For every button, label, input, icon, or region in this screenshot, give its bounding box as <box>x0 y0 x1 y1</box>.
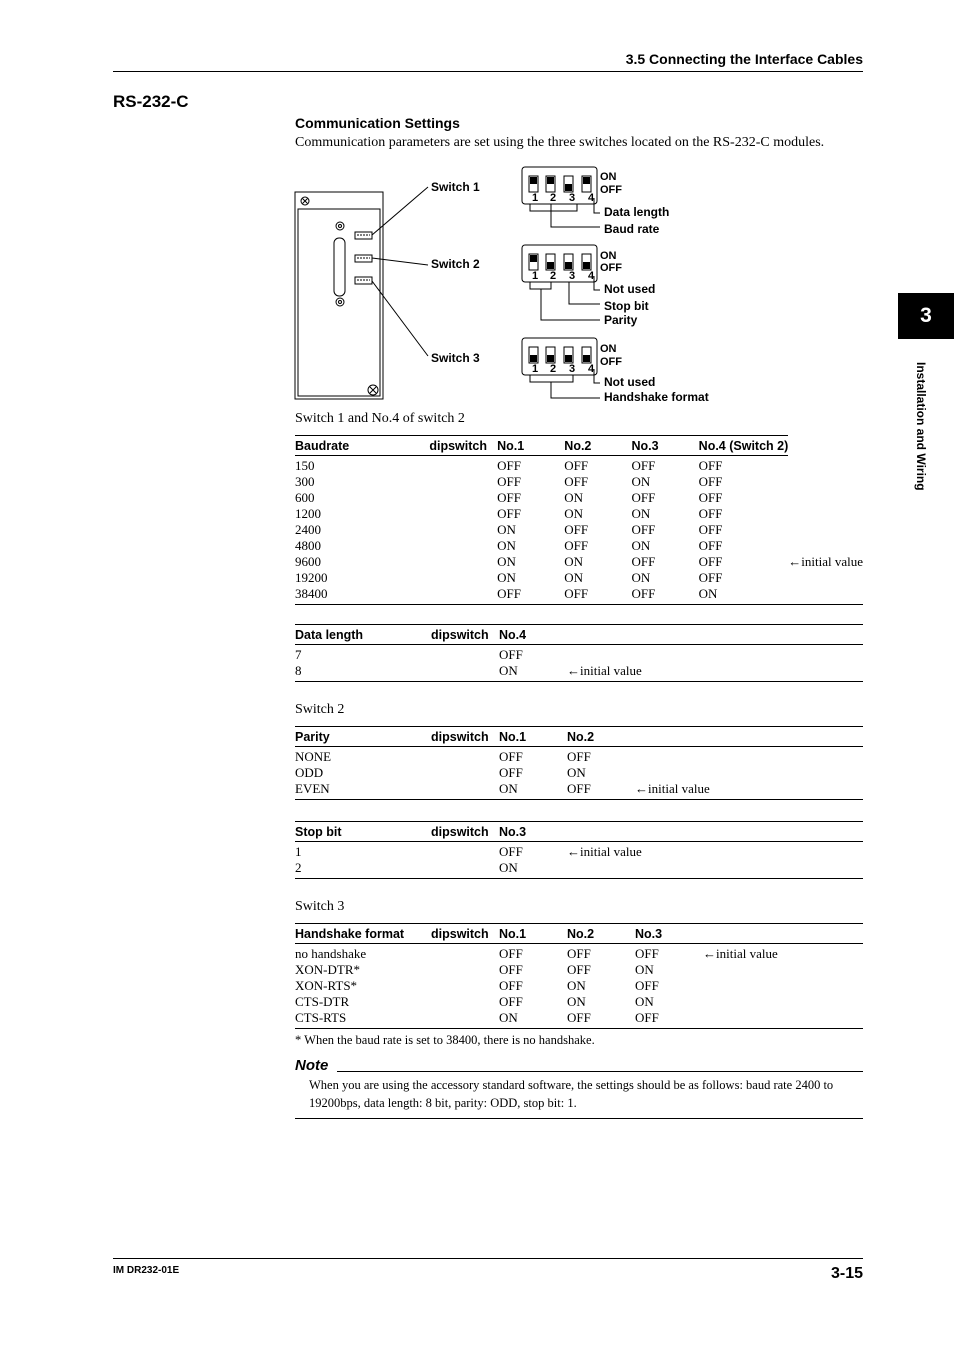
switch-number: 1 <box>532 270 539 282</box>
initial-value-note: ←initial value <box>788 554 863 569</box>
handshake-format-callout: Handshake format <box>604 390 709 404</box>
note-bottom-rule <box>295 1118 863 1119</box>
note-rule <box>337 1071 863 1072</box>
table-cell: ON <box>699 586 789 605</box>
initial-value-note <box>788 490 863 506</box>
table-cell <box>431 978 499 994</box>
initial-value-note <box>703 994 863 1010</box>
table-cell: ON <box>631 474 651 489</box>
table-cell <box>431 1010 499 1029</box>
table-header-row <box>295 625 863 645</box>
column-header: No.2 <box>567 924 635 944</box>
initial-value-note: ←initial value <box>635 781 863 800</box>
column-header: dipswitch <box>431 822 499 842</box>
table-cell: OFF <box>499 946 523 961</box>
stop-bit-callout: Stop bit <box>604 299 649 313</box>
on-label: ON <box>600 171 617 183</box>
parity-table <box>295 726 863 800</box>
column-header: Handshake format <box>295 924 431 944</box>
column-header: No.1 <box>497 436 564 456</box>
switch-number: 3 <box>569 363 576 375</box>
column-header: dipswitch <box>431 727 499 747</box>
table-row <box>295 944 863 963</box>
table-cell: OFF <box>631 490 656 505</box>
switch-number: 4 <box>588 270 595 282</box>
column-header: dipswitch <box>431 924 499 944</box>
table-cell: ON <box>564 554 584 569</box>
table-cell <box>431 994 499 1010</box>
table-cell: OFF <box>497 490 521 505</box>
table-cell: OFF <box>698 458 723 473</box>
initial-value-note <box>703 962 863 978</box>
table-row <box>295 978 863 994</box>
page-number: 3-15 <box>830 1265 863 1282</box>
table-cell: ON <box>499 860 567 879</box>
table-cell: ON <box>499 663 567 682</box>
table-cell <box>431 663 499 682</box>
switch-diagram <box>290 160 740 410</box>
table-cell: 600 <box>295 490 315 505</box>
column-header: No.3 <box>499 822 567 842</box>
table-cell: OFF <box>567 946 591 961</box>
column-header: No.4 <box>499 625 567 645</box>
table-cell: 8 <box>295 663 431 682</box>
table-cell <box>431 765 499 781</box>
table-header-row <box>295 924 863 944</box>
handshake-table <box>295 923 863 1029</box>
table-cell: OFF <box>499 978 523 993</box>
table-cell <box>429 570 497 586</box>
subsection-title: Communication Settings <box>295 115 460 131</box>
table-cell <box>429 474 497 490</box>
switch-number: 2 <box>550 270 557 282</box>
initial-value-note <box>703 1010 863 1029</box>
initial-value-note <box>567 645 863 664</box>
table-header-row <box>295 727 863 747</box>
table-row <box>295 994 863 1010</box>
table-cell: OFF <box>698 538 723 553</box>
stopbit-table <box>295 821 863 879</box>
on-label: ON <box>600 343 617 355</box>
table-cell: OFF <box>635 978 659 993</box>
table-row <box>295 1010 863 1029</box>
switch1-caption: Switch 1 and No.4 of switch 2 <box>295 411 465 426</box>
table-row <box>295 765 863 781</box>
table-cell: OFF <box>564 522 589 537</box>
initial-value-note: ←initial value <box>567 844 642 859</box>
column-header: No.1 <box>499 727 567 747</box>
column-header: No.3 <box>631 436 698 456</box>
table-cell: OFF <box>698 490 723 505</box>
intro-paragraph: Communication parameters are set using the three switches located on the RS-232-C modules. <box>295 135 825 150</box>
table-row <box>295 663 863 682</box>
table-row <box>295 962 863 978</box>
table-cell: OFF <box>497 506 521 521</box>
table-cell: ON <box>499 1010 567 1029</box>
switch-number: 3 <box>569 192 576 204</box>
table-cell: OFF <box>564 586 631 605</box>
switch-number: 4 <box>588 363 595 375</box>
table-cell: 9600 <box>295 554 321 569</box>
initial-value-note <box>788 474 863 490</box>
table-row <box>295 586 863 605</box>
footer-rule <box>113 1258 863 1259</box>
off-label: OFF <box>600 356 622 368</box>
table-cell: OFF <box>567 781 635 800</box>
table-cell <box>431 944 499 963</box>
column-header <box>567 822 863 842</box>
switch-2-label: Switch 2 <box>431 257 480 271</box>
table-row <box>295 570 863 586</box>
table-cell: OFF <box>564 538 589 553</box>
table-cell: OFF <box>698 570 723 585</box>
table-row <box>295 747 863 766</box>
data-length-callout: Data length <box>604 205 670 219</box>
table-cell <box>429 506 497 522</box>
switch2-caption: Switch 2 <box>295 702 345 717</box>
table-cell: ON <box>631 570 651 585</box>
table-row <box>295 522 863 538</box>
initial-value-note <box>788 538 863 554</box>
column-header: No.3 <box>635 924 703 944</box>
switch-number: 1 <box>532 363 539 375</box>
column-header <box>567 625 863 645</box>
table-cell: ON <box>497 570 516 585</box>
table-header-row <box>295 822 863 842</box>
initial-value-note: ←initial value <box>567 663 863 682</box>
datalength-table <box>295 624 863 682</box>
table-cell: OFF <box>631 586 698 605</box>
initial-value-note <box>567 860 863 879</box>
table-cell: ON <box>631 506 651 521</box>
parity-callout: Parity <box>604 313 638 327</box>
table-cell <box>431 781 499 800</box>
running-header: 3.5 Connecting the Interface Cables <box>625 51 863 67</box>
switch-number: 3 <box>569 270 576 282</box>
table-cell <box>429 490 497 506</box>
table-cell: XON-RTS* <box>295 978 358 993</box>
column-header: dipswitch <box>429 436 497 456</box>
table-cell: ON <box>631 538 651 553</box>
table-cell <box>431 747 499 766</box>
table-cell <box>431 842 499 861</box>
footnote: * When the baud rate is set to 38400, there is no handshake. <box>295 1033 595 1047</box>
table-cell: no handshake <box>295 946 367 961</box>
table-cell: EVEN <box>295 781 431 800</box>
switch-1-label: Switch 1 <box>431 180 480 194</box>
table-cell: OFF <box>497 586 564 605</box>
switch-number: 4 <box>588 192 595 204</box>
table-cell: OFF <box>499 765 523 780</box>
initial-value-note <box>788 586 863 605</box>
on-label: ON <box>600 250 617 262</box>
table-cell: OFF <box>698 506 723 521</box>
table-cell <box>429 554 497 570</box>
table-cell: 19200 <box>295 570 328 585</box>
table-cell <box>429 522 497 538</box>
not-used-callout: Not used <box>604 375 656 389</box>
section-title: RS-232-C <box>113 92 189 111</box>
table-row <box>295 490 863 506</box>
not-used-callout: Not used <box>604 282 656 296</box>
table-cell: ON <box>564 570 584 585</box>
table-cell <box>431 860 499 879</box>
table-cell: OFF <box>499 749 523 764</box>
table-cell: 1200 <box>295 506 321 521</box>
table-cell: OFF <box>698 522 723 537</box>
table-cell: OFF <box>499 962 523 977</box>
chapter-tab: 3 <box>898 293 954 339</box>
table-row <box>295 506 863 522</box>
table-cell: OFF <box>698 554 723 569</box>
table-cell: OFF <box>497 458 521 473</box>
off-label: OFF <box>600 262 622 274</box>
table-cell <box>429 586 497 605</box>
table-cell: OFF <box>631 554 656 569</box>
module-drawing <box>295 187 428 399</box>
column-header: No.2 <box>564 436 631 456</box>
table-cell: OFF <box>631 522 656 537</box>
off-label: OFF <box>600 184 622 196</box>
column-header: Stop bit <box>295 822 431 842</box>
table-cell: OFF <box>564 458 589 473</box>
initial-value-note <box>788 506 863 522</box>
table-cell <box>429 456 497 475</box>
table-cell: ON <box>567 994 586 1009</box>
initial-value-note <box>635 747 863 766</box>
document-id: IM DR232-01E <box>113 1265 180 1276</box>
initial-value-note <box>788 456 863 475</box>
table-cell: 38400 <box>295 586 429 605</box>
table-cell: OFF <box>497 474 521 489</box>
table-row <box>295 860 863 879</box>
table-cell: OFF <box>499 647 523 662</box>
switch-number: 2 <box>550 192 557 204</box>
table-cell: CTS-RTS <box>295 1010 431 1029</box>
table-cell: ON <box>635 962 654 977</box>
table-row <box>295 538 863 554</box>
column-header: Parity <box>295 727 431 747</box>
table-cell: OFF <box>567 749 591 764</box>
table-cell: OFF <box>635 946 659 961</box>
table-cell <box>429 538 497 554</box>
table-cell: 2400 <box>295 522 321 537</box>
table-cell: OFF <box>567 962 591 977</box>
table-cell: OFF <box>499 994 523 1009</box>
table-cell: ODD <box>295 765 324 780</box>
switch-3-label: Switch 3 <box>431 351 480 365</box>
switch-number: 1 <box>532 192 539 204</box>
table-cell: ON <box>497 554 516 569</box>
note-title: Note <box>295 1057 329 1074</box>
column-header: dipswitch <box>431 625 499 645</box>
table-cell: OFF <box>567 1010 635 1029</box>
initial-value-note <box>635 765 863 781</box>
table-cell: XON-DTR* <box>295 962 360 977</box>
column-header: No.2 <box>567 727 635 747</box>
column-header <box>635 727 863 747</box>
table-row <box>295 456 863 475</box>
table-cell: 4800 <box>295 538 321 553</box>
baudrate-table <box>295 435 863 605</box>
table-cell: 1 <box>295 844 302 859</box>
table-cell: ON <box>564 490 584 505</box>
note-text: When you are using the accessory standard software, the settings should be as follows: baud rate 2400 to 19200bps, data length: 8 bit, parity: ODD, stop bit: 1. <box>309 1078 834 1110</box>
table-cell: OFF <box>499 844 523 859</box>
table-cell: ON <box>567 765 586 780</box>
table-cell: 300 <box>295 474 315 489</box>
table-cell: OFF <box>564 474 589 489</box>
switch-number: 2 <box>550 363 557 375</box>
initial-value-note <box>788 570 863 586</box>
table-cell <box>431 645 499 664</box>
table-row <box>295 474 863 490</box>
table-cell: ON <box>635 994 654 1009</box>
table-cell: ON <box>499 781 567 800</box>
table-header-row <box>295 436 863 456</box>
switch3-caption: Switch 3 <box>295 899 345 914</box>
header-rule <box>113 71 863 72</box>
initial-value-note: ←initial value <box>703 946 778 961</box>
initial-value-note <box>703 978 863 994</box>
table-cell: 7 <box>295 647 302 662</box>
column-header: No.4 (Switch 2) <box>699 436 789 456</box>
table-cell: ON <box>564 506 584 521</box>
table-row <box>295 781 863 800</box>
table-row <box>295 554 863 570</box>
table-row <box>295 645 863 664</box>
table-cell: NONE <box>295 749 332 764</box>
table-row <box>295 842 863 861</box>
table-cell <box>431 962 499 978</box>
table-cell: OFF <box>635 1010 703 1029</box>
table-cell: CTS-DTR <box>295 994 350 1009</box>
baud-rate-callout: Baud rate <box>604 222 660 236</box>
chapter-label: Installation and Wiring <box>914 362 928 491</box>
table-cell: ON <box>497 522 516 537</box>
initial-value-note <box>788 522 863 538</box>
table-cell: OFF <box>631 458 656 473</box>
table-cell: ON <box>567 978 586 993</box>
table-cell: 150 <box>295 458 315 473</box>
column-header: Baudrate <box>295 436 429 456</box>
column-header: No.1 <box>499 924 567 944</box>
table-cell: 2 <box>295 860 431 879</box>
dip-switch-2 <box>522 245 600 320</box>
table-cell: ON <box>497 538 516 553</box>
table-cell: OFF <box>698 474 723 489</box>
column-header <box>703 924 863 944</box>
column-header: Data length <box>295 625 431 645</box>
